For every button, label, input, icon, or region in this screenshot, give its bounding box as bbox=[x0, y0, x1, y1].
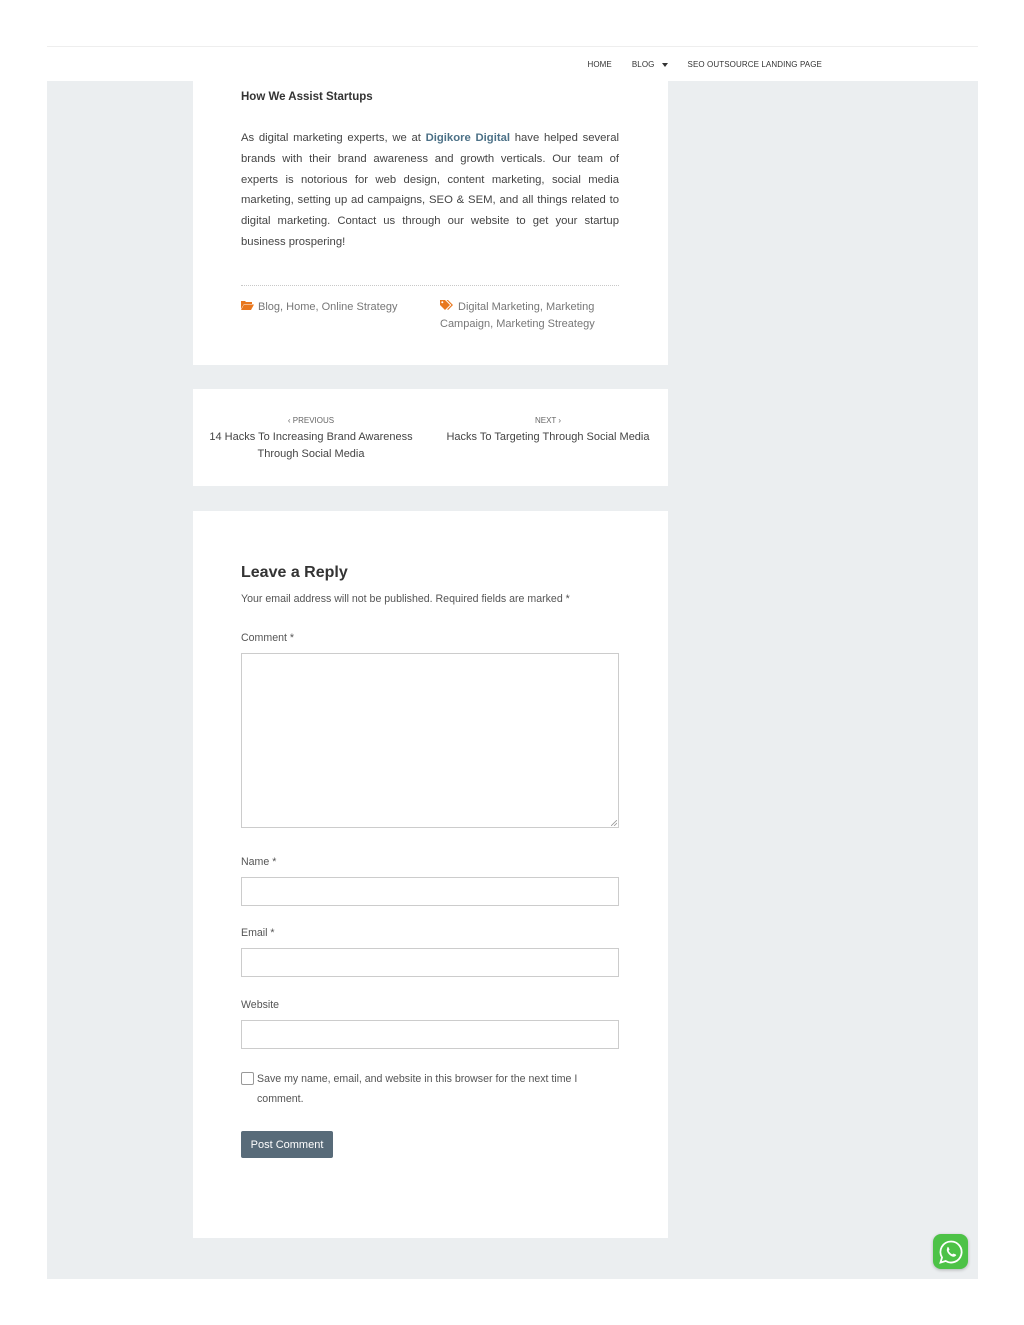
nav-item-blog-label: BLOG bbox=[631, 60, 655, 69]
caret-down-icon bbox=[662, 63, 668, 67]
folder-open-icon bbox=[241, 300, 254, 310]
next-post[interactable] bbox=[438, 416, 658, 446]
nav-item-blog[interactable] bbox=[632, 60, 668, 69]
paragraph-text-start: As digital marketing experts, we at bbox=[241, 132, 426, 144]
digikore-digital-link[interactable]: Digikore Digital bbox=[425, 132, 511, 144]
email-input[interactable] bbox=[241, 948, 619, 977]
nav-item-seo-outsource[interactable] bbox=[688, 60, 822, 69]
article-paragraph bbox=[241, 128, 619, 253]
comment-textarea[interactable] bbox=[241, 653, 619, 828]
post-tags: Digital Marketing, Marketing Campaign, Marketing Streategy bbox=[440, 301, 595, 330]
comment-notes: Your email address will not be published. Required fields are marked * bbox=[241, 593, 570, 605]
website-input[interactable] bbox=[241, 1020, 619, 1049]
top-navbar bbox=[47, 46, 978, 81]
whatsapp-chat-button[interactable] bbox=[933, 1234, 968, 1269]
tags-icon bbox=[440, 300, 454, 311]
section-heading: How We Assist Startups bbox=[241, 91, 373, 103]
next-post-title[interactable]: Hacks To Targeting Through Social Media bbox=[446, 431, 650, 443]
nav-item-seo-label: SEO OUTSOURCE LANDING PAGE bbox=[687, 60, 822, 69]
tag-link-digital-marketing[interactable]: Digital Marketing bbox=[458, 301, 540, 313]
name-label: Name * bbox=[241, 856, 277, 868]
primary-menu bbox=[587, 47, 822, 82]
meta-divider bbox=[241, 285, 619, 286]
resize-handle-icon[interactable] bbox=[611, 820, 617, 826]
post-categories bbox=[241, 299, 431, 316]
post-comment-button[interactable]: Post Comment bbox=[241, 1131, 333, 1158]
nav-item-home-label: HOME bbox=[587, 60, 612, 69]
article-card bbox=[193, 81, 668, 365]
cookie-consent-row bbox=[241, 1069, 619, 1109]
cookie-consent-checkbox[interactable] bbox=[241, 1072, 254, 1085]
next-label[interactable]: NEXT › bbox=[534, 416, 562, 425]
previous-post-title[interactable]: 14 Hacks To Increasing Brand Awareness Through Social Media bbox=[209, 431, 413, 460]
post-navigation bbox=[193, 389, 668, 486]
email-label: Email * bbox=[241, 927, 275, 939]
comment-form-card bbox=[193, 511, 668, 1238]
website-label: Website bbox=[241, 999, 280, 1011]
paragraph-text-end: have helped several brands with their brand awareness and growth verticals. Our team of experts is notorious for web design, content marketing, social media marketing, setting up ad campaigns, SEO & SEM, and all things related to digital marketing. Contact us through our website to get your startup business prospering! bbox=[241, 132, 619, 248]
cookie-consent-label[interactable]: Save my name, email, and website in this browser for the next time I comment. bbox=[257, 1073, 578, 1105]
name-input[interactable] bbox=[241, 877, 619, 906]
previous-label[interactable]: ‹ PREVIOUS bbox=[287, 416, 335, 425]
category-list: Blog, Home, Online Strategy bbox=[258, 301, 398, 313]
whatsapp-icon bbox=[938, 1239, 964, 1265]
comment-label: Comment * bbox=[241, 632, 294, 644]
reply-title: Leave a Reply bbox=[241, 564, 348, 581]
category-link-home[interactable]: Home bbox=[286, 301, 316, 313]
tag-link-marketing-campaign[interactable]: Marketing Campaign bbox=[440, 301, 595, 330]
category-link-blog[interactable]: Blog bbox=[258, 301, 281, 313]
nav-item-home[interactable] bbox=[587, 60, 611, 69]
previous-post[interactable] bbox=[201, 416, 421, 463]
category-link-online-strategy[interactable]: Online Strategy bbox=[321, 301, 398, 313]
tag-link-marketing-streategy[interactable]: Marketing Streategy bbox=[496, 318, 595, 330]
